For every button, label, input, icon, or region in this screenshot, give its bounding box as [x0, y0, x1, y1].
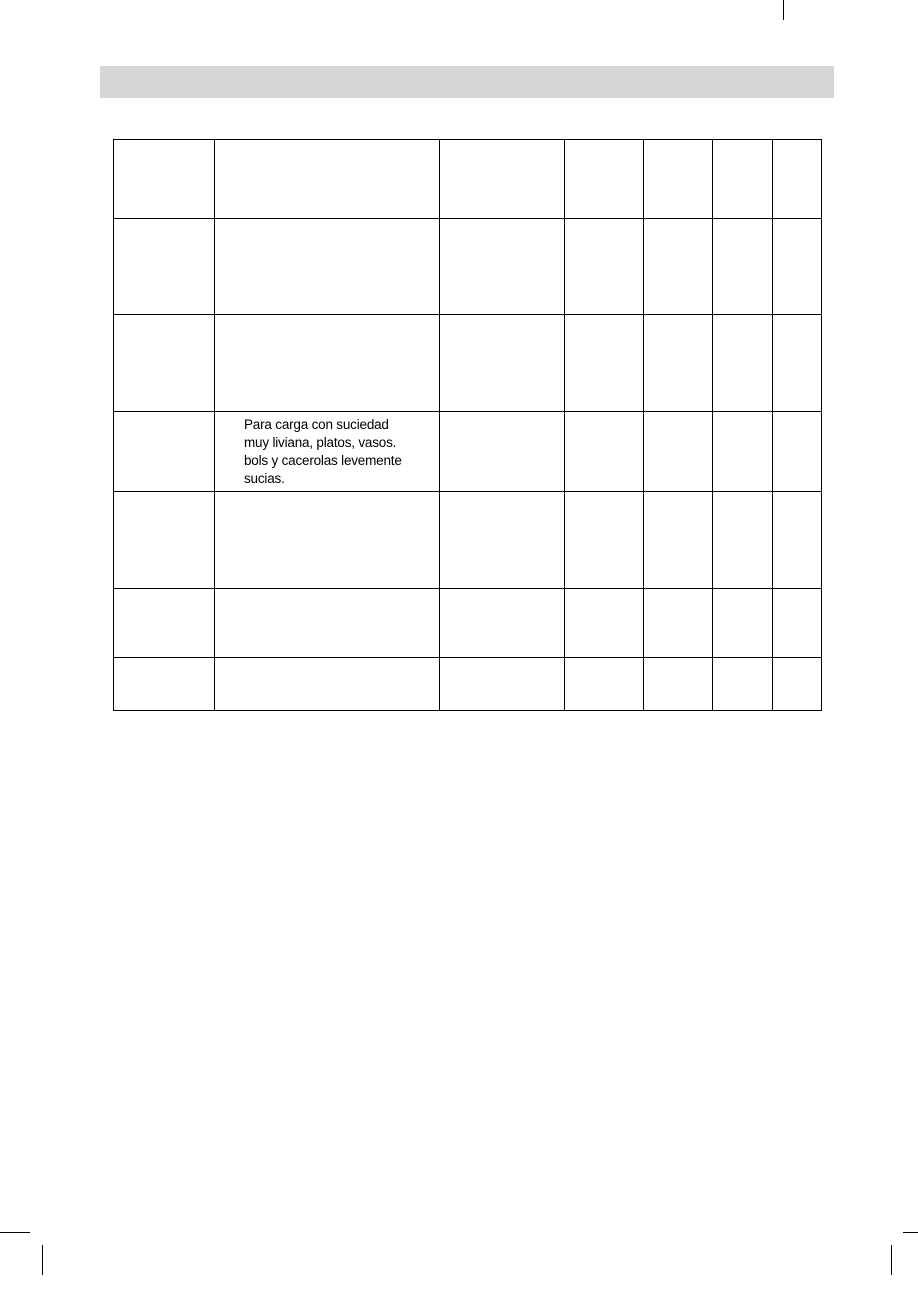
wash-program-table [113, 139, 822, 711]
table-cell [713, 492, 773, 589]
table-cell [215, 412, 440, 492]
table-row [114, 140, 822, 219]
description-line: bols y cacerolas levemente [244, 453, 402, 468]
table-cell [114, 412, 215, 492]
crop-mark-bottom-left-vertical [42, 1245, 43, 1275]
table-row [114, 219, 822, 315]
table-cell [713, 589, 773, 658]
table-cell [215, 315, 440, 412]
table-cell [114, 492, 215, 589]
table-cell [565, 315, 644, 412]
table-row [114, 412, 822, 492]
table-cell [440, 219, 565, 315]
table-cell [440, 140, 565, 219]
table-cell [773, 412, 822, 492]
table-cell [114, 589, 215, 658]
table-cell [565, 140, 644, 219]
table-cell [644, 412, 713, 492]
table-cell [440, 658, 565, 711]
table-cell [565, 412, 644, 492]
program-description [215, 412, 439, 488]
crop-mark-bottom-right-vertical [891, 1245, 892, 1275]
table-cell [644, 492, 713, 589]
table-cell [565, 219, 644, 315]
table-cell [773, 219, 822, 315]
table-cell [713, 315, 773, 412]
table-cell [773, 492, 822, 589]
crop-mark-bottom-left-horizontal [0, 1232, 30, 1233]
crop-mark-bottom-right-horizontal [903, 1232, 918, 1233]
table-row [114, 589, 822, 658]
table-cell [773, 658, 822, 711]
description-line: Para carga con suciedad [244, 417, 389, 432]
table-cell [440, 315, 565, 412]
table-cell [644, 219, 713, 315]
table-cell [644, 315, 713, 412]
table-cell [644, 140, 713, 219]
crop-mark-top [783, 0, 784, 20]
table-cell [644, 589, 713, 658]
table-cell [440, 412, 565, 492]
table-cell [114, 140, 215, 219]
table-cell [565, 589, 644, 658]
table-cell [114, 658, 215, 711]
section-header-bar [100, 66, 834, 98]
table-cell [565, 492, 644, 589]
table-row [114, 315, 822, 412]
table-cell [644, 658, 713, 711]
table-cell [215, 492, 440, 589]
table-row [114, 658, 822, 711]
table-cell [773, 315, 822, 412]
table-cell [215, 140, 440, 219]
table-cell [565, 658, 644, 711]
table-cell [440, 589, 565, 658]
table-cell [713, 140, 773, 219]
table-cell [713, 658, 773, 711]
table-cell [773, 140, 822, 219]
description-line: muy liviana, platos, vasos. [244, 435, 397, 450]
table-cell [773, 589, 822, 658]
table-cell [215, 219, 440, 315]
table-cell [114, 219, 215, 315]
table-cell [440, 492, 565, 589]
table-cell [114, 315, 215, 412]
table-cell [713, 219, 773, 315]
table-body [114, 140, 822, 711]
description-line: sucias. [244, 471, 285, 486]
table-cell [713, 412, 773, 492]
table-row [114, 492, 822, 589]
table-cell [215, 658, 440, 711]
table-cell [215, 589, 440, 658]
